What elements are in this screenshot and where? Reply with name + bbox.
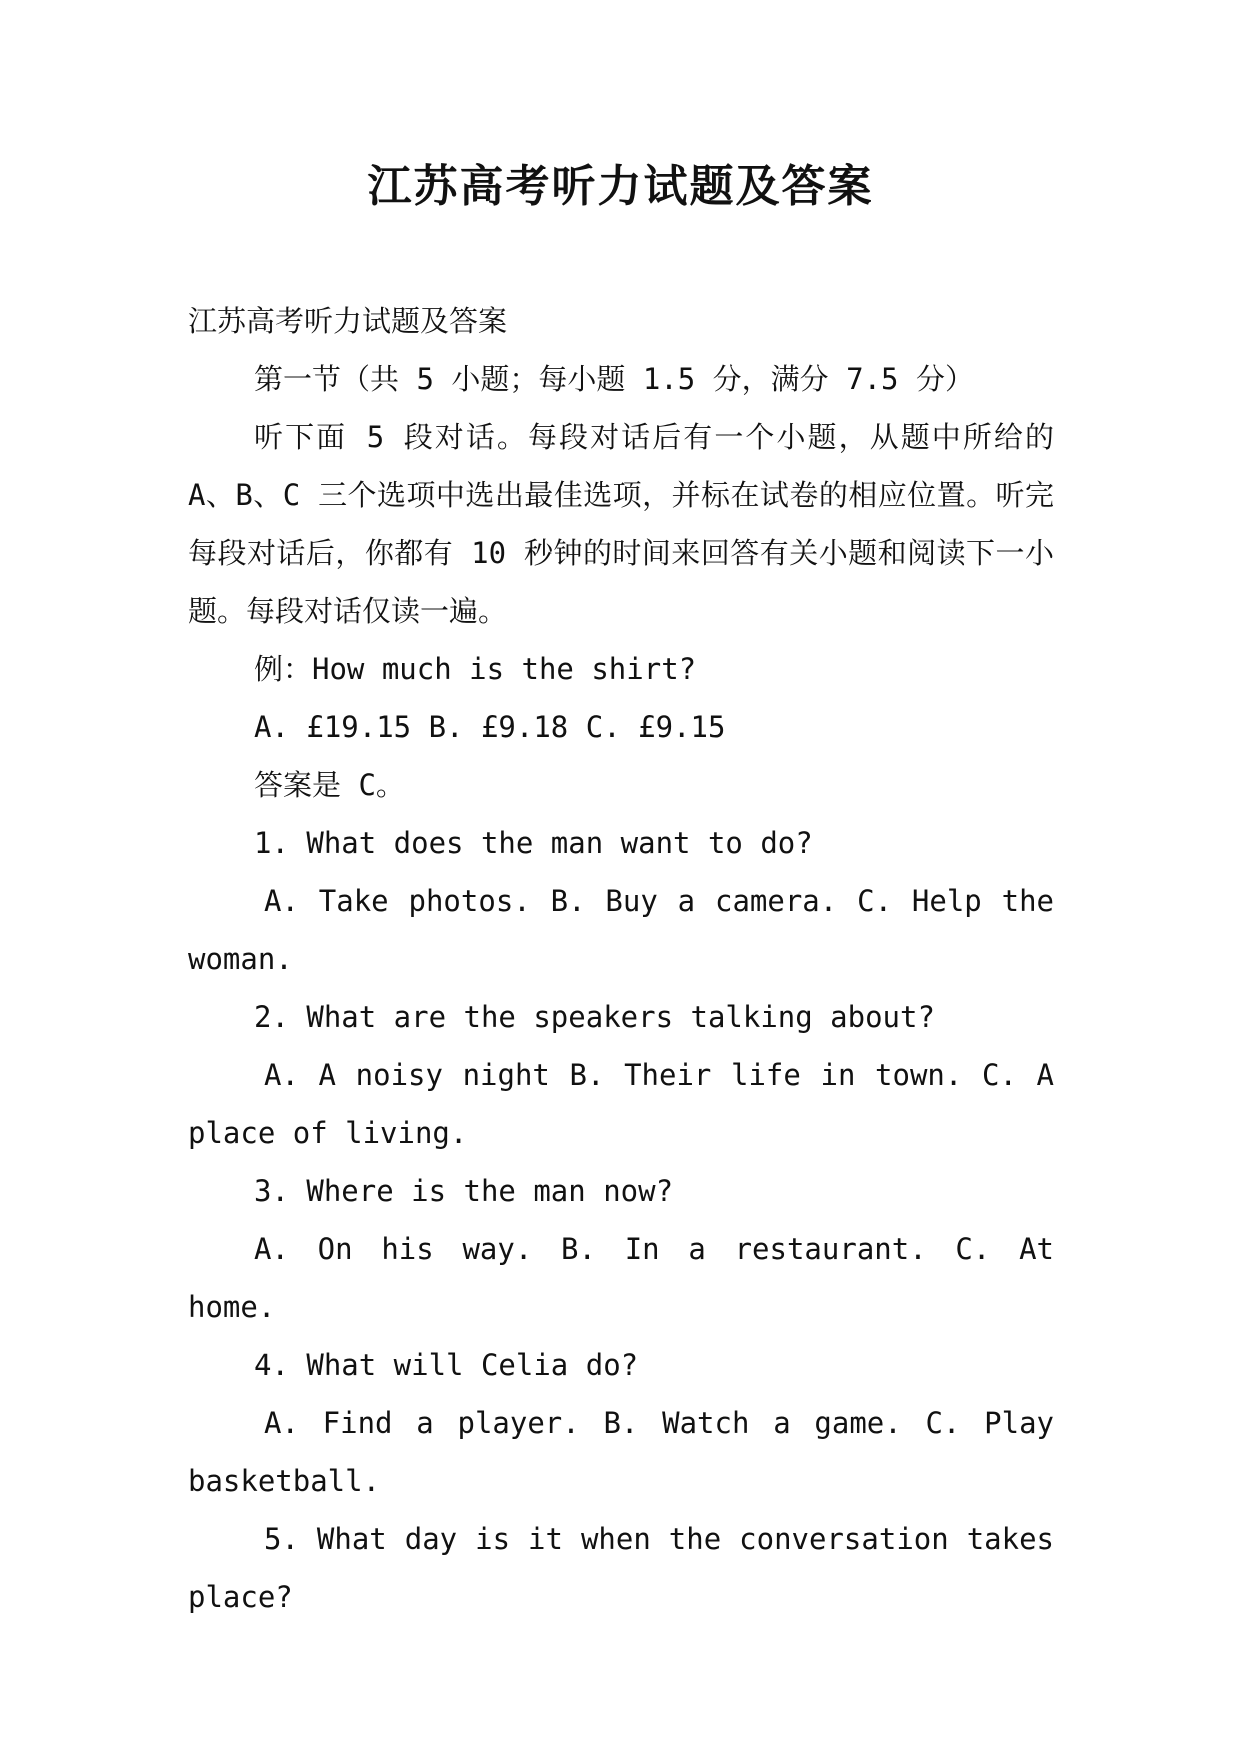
- question-2-options: A. A noisy night B. Their life in town. C. A place of living.: [188, 1058, 1054, 1150]
- example-options: A. £19.15 B. £9.18 C. £9.15: [254, 710, 726, 744]
- page-title: 江苏高考听力试题及答案: [367, 161, 874, 212]
- example-question: 例：How much is the shirt?: [254, 652, 697, 686]
- question-4: 4. What will Celia do?: [254, 1348, 639, 1382]
- question-5: 5. What day is it when the conversation takes place?: [188, 1522, 1054, 1614]
- section-heading: 第一节（共 5 小题；每小题 1.5 分，满分 7.5 分）: [254, 362, 974, 396]
- subtitle-paragraph: 江苏高考听力试题及答案: [188, 304, 508, 338]
- example-answer: 答案是 C。: [254, 768, 405, 802]
- question-1-options: A. Take photos. B. Buy a camera. C. Help the woman.: [188, 884, 1054, 976]
- question-3-options: A. On his way. B. In a restaurant. C. At home.: [188, 1232, 1054, 1324]
- question-2: 2. What are the speakers talking about?: [254, 1000, 935, 1034]
- document-body: [188, 292, 1054, 1626]
- instructions-paragraph: 听下面 5 段对话。每段对话后有一个小题，从题中所给的 A、B、C 三个选项中选出最佳选项，并标在试卷的相应位置。听完每段对话后，你都有 10 秒钟的时间来回答有关小题和阅读下一小题。每段对话仅读一遍。: [188, 420, 1054, 628]
- question-1: 1. What does the man want to do?: [254, 826, 813, 860]
- question-3: 3. Where is the man now?: [254, 1174, 674, 1208]
- question-4-options: A. Find a player. B. Watch a game. C. Play basketball.: [188, 1406, 1054, 1498]
